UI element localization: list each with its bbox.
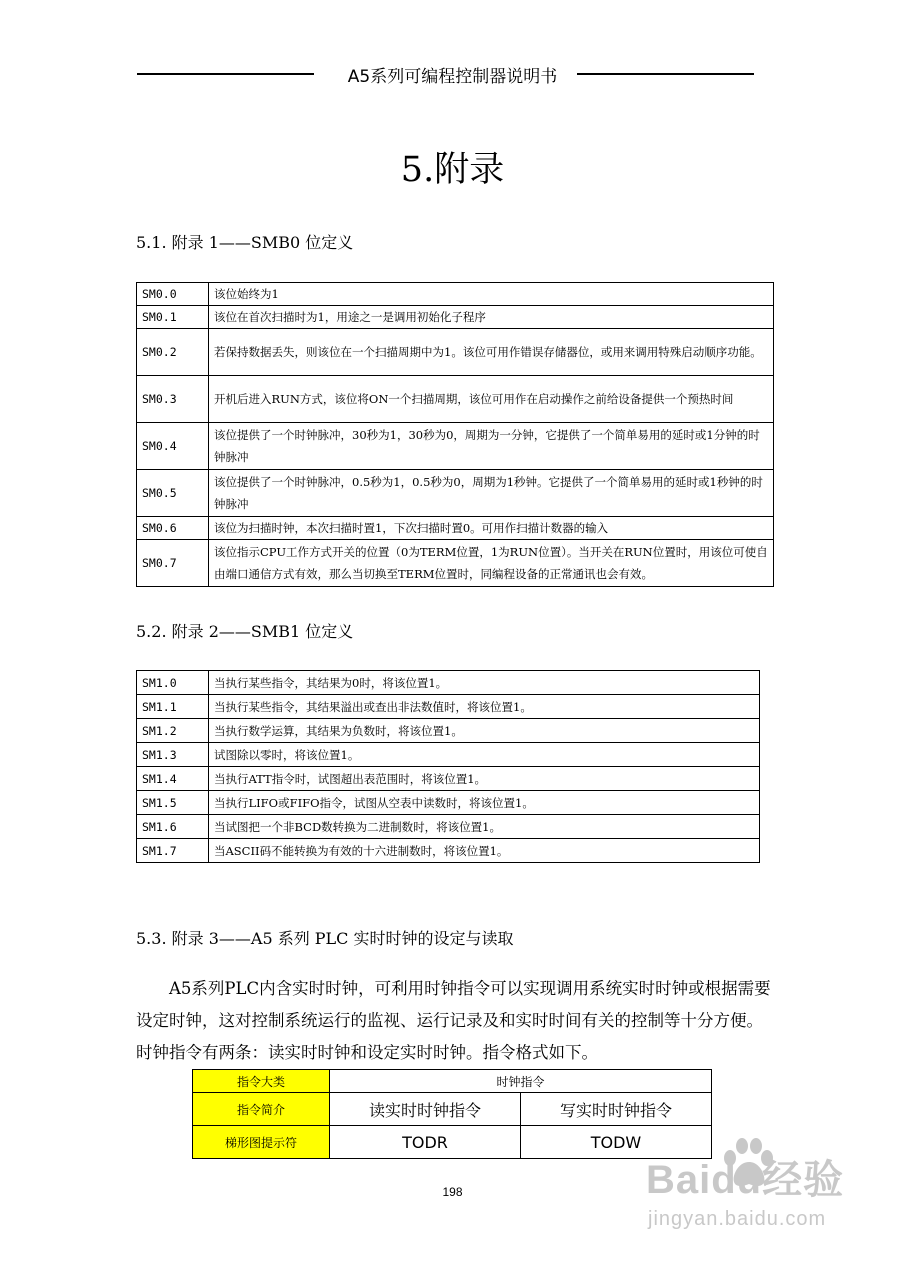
table-row <box>137 423 774 470</box>
bit-code: SM0.5 <box>137 470 209 517</box>
bit-code: SM1.5 <box>137 791 209 815</box>
category-label: 指令大类 <box>193 1070 330 1093</box>
watermark-logo: Baidu经验 <box>646 1158 845 1202</box>
bit-code: SM1.6 <box>137 815 209 839</box>
bit-description: 若保持数据丢失，则该位在一个扫描周期中为1。该位可用作错误存储器位，或用来调用特殊启动顺序功能。 <box>209 329 774 376</box>
bit-description: 当执行ATT指令时，试图超出表范围时，将该位置1。 <box>209 767 760 791</box>
smb1-table <box>136 670 760 863</box>
read-symbol: TODR <box>330 1126 521 1159</box>
bit-code: SM1.0 <box>137 671 209 695</box>
table-row <box>137 719 760 743</box>
table-row <box>137 767 760 791</box>
table-row <box>137 329 774 376</box>
section-2-heading: 5.2. 附录 2——SMB1 位定义 <box>136 622 354 641</box>
intro-label: 指令简介 <box>193 1093 330 1126</box>
bit-code: SM0.3 <box>137 376 209 423</box>
baidu-watermark <box>640 1148 860 1258</box>
bit-code: SM1.2 <box>137 719 209 743</box>
header-title: A5系列可编程控制器说明书 <box>347 67 558 87</box>
bit-description: 该位为扫描时钟，本次扫描时置1，下次扫描时置0。可用作扫描计数器的输入 <box>209 517 774 540</box>
bit-description: 试图除以零时，将该位置1。 <box>209 743 760 767</box>
bit-description: 开机后进入RUN方式，该位将ON一个扫描周期，该位可用作在启动操作之前给设备提供一个预热时间 <box>209 376 774 423</box>
bit-code: SM1.3 <box>137 743 209 767</box>
section-3-heading: 5.3. 附录 3——A5 系列 PLC 实时时钟的设定与读取 <box>136 929 514 948</box>
bit-description: 当执行LIFO或FIFO指令，试图从空表中读数时，将该位置1。 <box>209 791 760 815</box>
bit-code: SM0.6 <box>137 517 209 540</box>
bit-code: SM1.7 <box>137 839 209 863</box>
bit-description: 当试图把一个非BCD数转换为二进制数时，将该位置1。 <box>209 815 760 839</box>
table-row <box>137 695 760 719</box>
bit-description: 当执行某些指令，其结果为0时，将该位置1。 <box>209 671 760 695</box>
ladder-label: 梯形图提示符 <box>193 1126 330 1159</box>
table-row <box>137 540 774 587</box>
bit-code: SM1.1 <box>137 695 209 719</box>
write-symbol: TODW <box>521 1126 712 1159</box>
table-row <box>137 839 760 863</box>
table-row <box>137 815 760 839</box>
bit-code: SM0.7 <box>137 540 209 587</box>
table-row <box>137 671 760 695</box>
page-number: 198 <box>442 1185 463 1199</box>
bit-code: SM0.0 <box>137 283 209 306</box>
table-row <box>137 517 774 540</box>
clock-paragraph: A5系列PLC内含实时时钟，可利用时钟指令可以实现调用系统实时时钟或根据需要设定时钟，这对控制系统运行的监视、运行记录及和实时时间有关的控制等十分方便。时钟指令有两条：读实时时钟和设定实时时钟。指令格式如下。 <box>136 979 771 1062</box>
smb0-table <box>136 282 774 587</box>
watermark-url: jingyan.baidu.com <box>648 1208 827 1230</box>
header-rule-right <box>577 73 754 75</box>
bit-description: 该位提供了一个时钟脉冲，0.5秒为1，0.5秒为0，周期为1秒钟。它提供了一个简单易用的延时或1秒钟的时钟脉冲 <box>209 470 774 517</box>
table-row <box>137 743 760 767</box>
table-row <box>137 376 774 423</box>
bit-description: 该位指示CPU工作方式开关的位置（0为TERM位置，1为RUN位置）。当开关在RUN位置时，用该位可使自由端口通信方式有效，那么当切换至TERM位置时，同编程设备的正常通讯也会有效。 <box>209 540 774 587</box>
bit-code: SM0.1 <box>137 306 209 329</box>
bit-description: 该位提供了一个时钟脉冲，30秒为1，30秒为0，周期为一分钟，它提供了一个简单易用的延时或1分钟的时钟脉冲 <box>209 423 774 470</box>
table-row <box>137 283 774 306</box>
bit-code: SM1.4 <box>137 767 209 791</box>
clock-instruction-table <box>192 1069 712 1159</box>
read-instruction-name: 读实时时钟指令 <box>330 1093 521 1126</box>
write-instruction-name: 写实时时钟指令 <box>521 1093 712 1126</box>
bit-description: 当执行数学运算，其结果为负数时，将该位置1。 <box>209 719 760 743</box>
bit-code: SM0.2 <box>137 329 209 376</box>
category-value: 时钟指令 <box>330 1070 712 1093</box>
table-row <box>137 791 760 815</box>
table-row <box>137 306 774 329</box>
bit-description: 该位始终为1 <box>209 283 774 306</box>
bit-code: SM0.4 <box>137 423 209 470</box>
header-rule-left <box>137 73 314 75</box>
bit-description: 当执行某些指令，其结果溢出或查出非法数值时，将该位置1。 <box>209 695 760 719</box>
chapter-title: 5.附录 <box>400 150 505 190</box>
table-row <box>137 470 774 517</box>
bit-description: 该位在首次扫描时为1，用途之一是调用初始化子程序 <box>209 306 774 329</box>
section-1-heading: 5.1. 附录 1——SMB0 位定义 <box>136 233 354 252</box>
bit-description: 当ASCII码不能转换为有效的十六进制数时，将该位置1。 <box>209 839 760 863</box>
